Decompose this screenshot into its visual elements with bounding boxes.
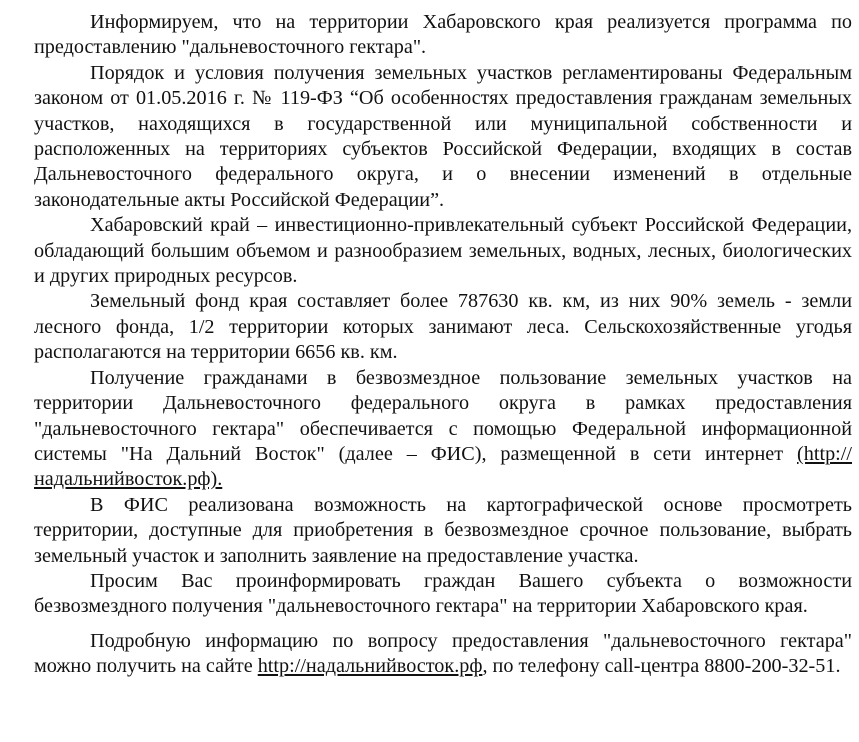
paragraph-contacts	[34, 629, 852, 680]
paragraph-land-fund: Земельный фонд края составляет более 787630 кв. км, из них 90% земель - земли лесного фонда, 1/2 территории которых занимают леса. Сельскохозяйственные угодья располагаются на территории 6656 кв. км.	[34, 290, 852, 364]
paragraph-contacts-phone: , по телефону call-центра 8800-200-32-51.	[482, 655, 841, 678]
contacts-website-link[interactable]: http://надальнийвосток.рф	[257, 655, 483, 678]
paragraph-program-info: Информируем, что на территории Хабаровского края реализуется программа по предоставлению "дальневосточного гектара".	[34, 11, 852, 59]
paragraph-fis-features: В ФИС реализована возможность на картографической основе просмотреть территории, доступные для приобретения в безвозмездное срочное пользование, выбрать земельный участок и заполнить заявление на предоставление участка.	[34, 493, 852, 567]
paragraph-fis-system	[34, 366, 852, 493]
paragraph-region-description: Хабаровский край – инвестиционно-привлекательный субъект Российской Федерации, обладающий большим объемом и разнообразием земельных, водных, лесных, биологических и других природных ресурсов.	[34, 214, 852, 288]
paragraph-contacts-text: Подробную информацию по вопросу предоставления "дальневосточного гектара" можно получить на сайте	[34, 629, 852, 678]
paragraph-legal-basis: Порядок и условия получения земельных участков регламентированы Федеральным законом от 01.05.2016 г. № 119-ФЗ “Об особенностях предоставления гражданам земельных участков, находящихся в государственной или муниципальной собственности и расположенных на территориях субъектов Российской Федерации, входящих в состав Дальневосточного федерального округа, и о внесении изменений в отдельные законодательные акты Российской Федерации”.	[34, 61, 852, 211]
paragraph-fis-text: Получение гражданами в безвозмездное пользование земельных участков на территории Дальневосточного федерального округа в рамках предоставления "дальневосточного гектара" обеспечивается с помощью Федеральной информационной системы "На Дальний Восток" (далее – ФИС), размещенной в сети интернет	[34, 366, 852, 465]
paragraph-request: Просим Вас проинформировать граждан Вашего субъекта о возможности безвозмездного получения "дальневосточного гектара" на территории Хабаровского края.	[34, 569, 852, 618]
document-body	[34, 10, 852, 680]
fis-website-link[interactable]: (http://надальнийвосток.рф).	[34, 442, 852, 491]
